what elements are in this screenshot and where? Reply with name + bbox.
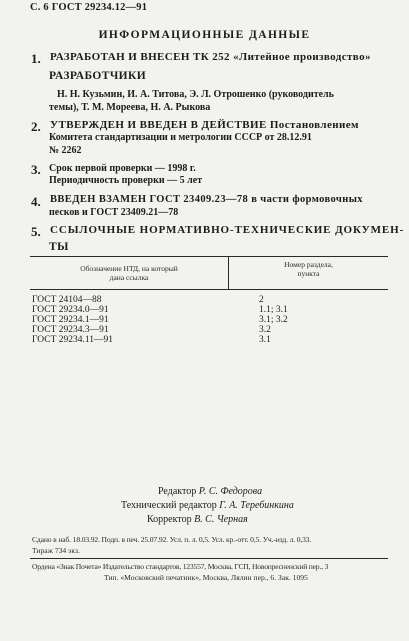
- table-cell-clause: 3.1: [259, 335, 271, 345]
- imprint-line-1: Сдано в наб. 18.03.92. Подп. в печ. 25.07.92. Усл. п. л. 0,5. Усл. кр.-отт. 0,5. Уч.-изд. л. 0,33.: [32, 535, 312, 544]
- page-title: ИНФОРМАЦИОННЫЕ ДАННЫЕ: [98, 29, 311, 41]
- corrector-name: В. С. Черная: [194, 514, 248, 525]
- section-2-line-1: УТВЕРЖДЕН И ВВЕДЕН В ДЕЙСТВИЕ Постановлением: [50, 119, 359, 131]
- section-3-number: 3.: [31, 162, 41, 177]
- section-3-line-1: Срок первой проверки — 1998 г.: [49, 163, 196, 174]
- editor-name: Р. С. Федорова: [198, 486, 263, 497]
- table-cell-doc: ГОСТ 29234.3—91: [32, 325, 109, 335]
- section-5-number: 5.: [31, 224, 41, 239]
- table-header-col-1: Обозначение НТД, на который дана ссылка: [80, 264, 178, 282]
- table-cell-doc: ГОСТ 24104—88: [32, 295, 102, 305]
- section-1-number: 1.: [31, 51, 41, 66]
- section-4-number: 4.: [31, 194, 41, 209]
- imprint-divider: [30, 558, 388, 559]
- developers-line-1: Н. Н. Кузьмин, И. А. Титова, Э. Л. Отрошенко (руководитель: [57, 89, 334, 100]
- table-cell-clause: 3.2: [259, 325, 271, 335]
- table-cell-doc: ГОСТ 29234.11—91: [32, 335, 114, 345]
- developers-heading: РАЗРАБОТЧИКИ: [49, 70, 147, 82]
- table-top-rule: [30, 256, 388, 257]
- section-3-line-2: Периодичность проверки — 5 лет: [49, 175, 203, 186]
- printer-line-1: Ордена «Знак Почета» Издательство стандартов, 123557, Москва, ГСП, Новопресненский пер., 3: [32, 562, 329, 571]
- page-header: С. 6 ГОСТ 29234.12—91: [30, 2, 148, 13]
- section-2-line-2: Комитета стандартизации и метрологии СССР от 28.12.91: [49, 132, 312, 143]
- section-4-line-1: ВВЕДЕН ВЗАМЕН ГОСТ 23409.23—78 в части формовочных: [50, 194, 363, 205]
- corrector-label: Корректор: [147, 514, 192, 525]
- table-header-rule: [30, 289, 388, 290]
- section-1-heading: РАЗРАБОТАН И ВНЕСЕН ТК 252 «Литейное производство»: [50, 51, 371, 63]
- table-header-col-2: Номер раздела, пункта: [284, 260, 333, 278]
- imprint-line-2: Тираж 734 экз.: [32, 546, 80, 555]
- corrector-line: [147, 514, 248, 525]
- table-cell-clause: 2: [259, 295, 264, 305]
- tech-editor-label: Технический редактор: [121, 500, 217, 511]
- section-4-line-2: песков и ГОСТ 23409.21—78: [49, 207, 179, 218]
- tech-editor-name: Г. А. Теребинкина: [219, 500, 294, 511]
- table-cell-doc: ГОСТ 29234.1—91: [32, 315, 109, 325]
- table-cell-clause: 1.1; 3.1: [259, 305, 288, 315]
- table-cell-doc: ГОСТ 29234.0—91: [32, 305, 109, 315]
- printer-line-2: Тип. «Московский печатник», Москва, Лялин пер., 6. Зак. 1095: [104, 573, 308, 582]
- developers-line-2: темы), Т. М. Мореева, Н. А. Рыкова: [49, 102, 211, 113]
- section-5-line-1: ССЫЛОЧНЫЕ НОРМАТИВНО-ТЕХНИЧЕСКИЕ ДОКУМЕН-: [50, 224, 405, 236]
- section-2-line-3: № 2262: [49, 145, 82, 156]
- tech-editor-line: [121, 500, 294, 511]
- section-5-line-2: ТЫ: [49, 241, 69, 253]
- editor-label: Редактор: [158, 486, 197, 497]
- table-cell-clause: 3.1; 3.2: [259, 315, 288, 325]
- section-2-number: 2.: [31, 119, 41, 134]
- editor-line: [158, 486, 262, 497]
